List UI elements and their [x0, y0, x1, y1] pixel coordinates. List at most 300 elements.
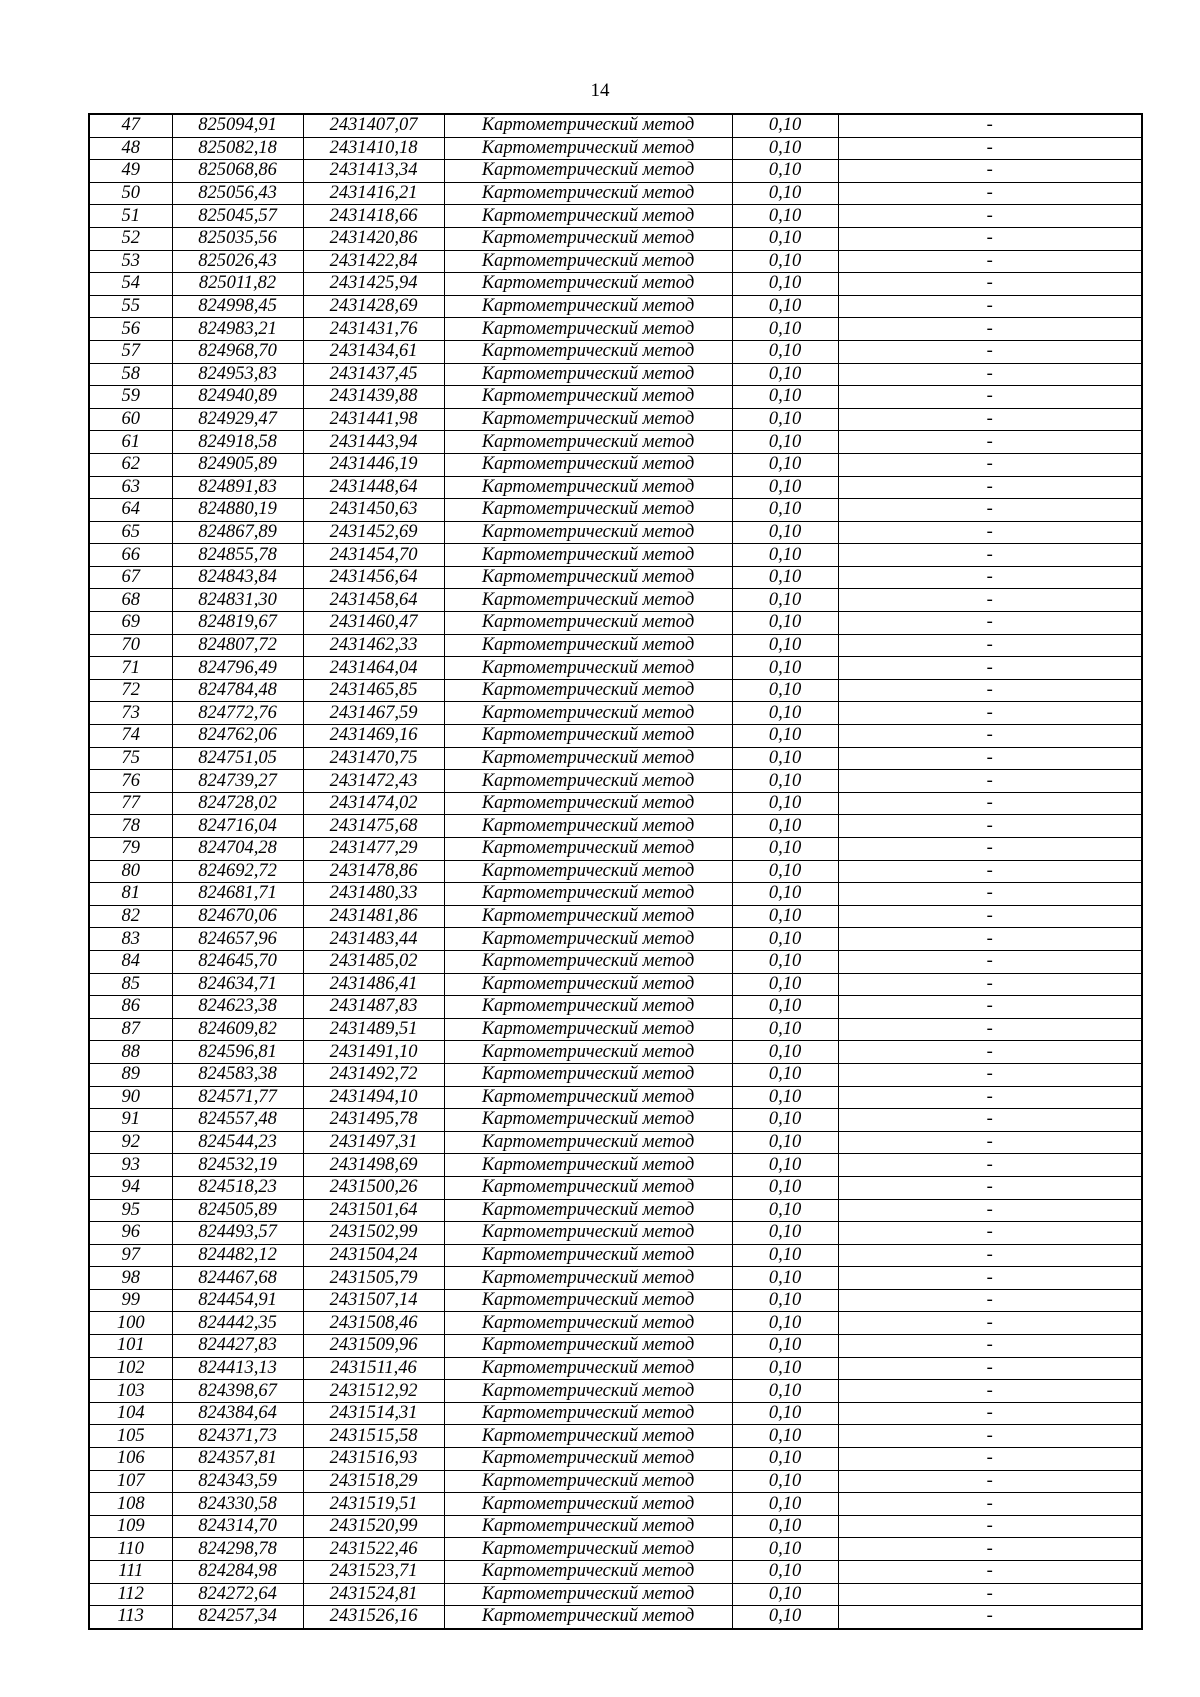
y-coordinate-cell: 2431465,85: [303, 679, 444, 702]
method-cell: Картометрический метод: [444, 453, 732, 476]
y-coordinate-cell: 2431418,66: [303, 205, 444, 228]
x-coordinate-cell: 824819,67: [172, 612, 303, 635]
description-cell: -: [838, 657, 1142, 680]
y-coordinate-cell: 2431526,16: [303, 1606, 444, 1629]
accuracy-cell: 0,10: [732, 295, 838, 318]
description-cell: -: [838, 1561, 1142, 1584]
point-number-cell: 56: [89, 318, 172, 341]
point-number-cell: 80: [89, 860, 172, 883]
x-coordinate-cell: 824751,05: [172, 747, 303, 770]
point-number-cell: 94: [89, 1176, 172, 1199]
y-coordinate-cell: 2431413,34: [303, 160, 444, 183]
method-cell: Картометрический метод: [444, 1583, 732, 1606]
description-cell: -: [838, 408, 1142, 431]
table-row: [89, 838, 1142, 861]
table-row: [89, 1538, 1142, 1561]
x-coordinate-cell: 824716,04: [172, 815, 303, 838]
method-cell: Картометрический метод: [444, 295, 732, 318]
point-number-cell: 54: [89, 273, 172, 296]
accuracy-cell: 0,10: [732, 1199, 838, 1222]
accuracy-cell: 0,10: [732, 273, 838, 296]
coordinates-table-body: [89, 114, 1142, 1629]
accuracy-cell: 0,10: [732, 905, 838, 928]
description-cell: -: [838, 1199, 1142, 1222]
method-cell: Картометрический метод: [444, 1448, 732, 1471]
y-coordinate-cell: 2431434,61: [303, 340, 444, 363]
table-row: [89, 566, 1142, 589]
accuracy-cell: 0,10: [732, 250, 838, 273]
description-cell: -: [838, 1289, 1142, 1312]
accuracy-cell: 0,10: [732, 1538, 838, 1561]
method-cell: Картометрический метод: [444, 476, 732, 499]
table-row: [89, 747, 1142, 770]
point-number-cell: 88: [89, 1041, 172, 1064]
accuracy-cell: 0,10: [732, 566, 838, 589]
point-number-cell: 89: [89, 1063, 172, 1086]
method-cell: Картометрический метод: [444, 1086, 732, 1109]
table-row: [89, 340, 1142, 363]
description-cell: -: [838, 1448, 1142, 1471]
accuracy-cell: 0,10: [732, 1380, 838, 1403]
x-coordinate-cell: 824807,72: [172, 634, 303, 657]
description-cell: -: [838, 770, 1142, 793]
y-coordinate-cell: 2431441,98: [303, 408, 444, 431]
y-coordinate-cell: 2431495,78: [303, 1109, 444, 1132]
x-coordinate-cell: 824583,38: [172, 1063, 303, 1086]
x-coordinate-cell: 824623,38: [172, 996, 303, 1019]
y-coordinate-cell: 2431508,46: [303, 1312, 444, 1335]
x-coordinate-cell: 824953,83: [172, 363, 303, 386]
method-cell: Картометрический метод: [444, 928, 732, 951]
table-row: [89, 227, 1142, 250]
description-cell: -: [838, 950, 1142, 973]
description-cell: -: [838, 250, 1142, 273]
y-coordinate-cell: 2431514,31: [303, 1402, 444, 1425]
method-cell: Картометрический метод: [444, 1357, 732, 1380]
method-cell: Картометрический метод: [444, 792, 732, 815]
table-row: [89, 1063, 1142, 1086]
description-cell: -: [838, 1380, 1142, 1403]
point-number-cell: 67: [89, 566, 172, 589]
accuracy-cell: 0,10: [732, 679, 838, 702]
x-coordinate-cell: 824634,71: [172, 973, 303, 996]
x-coordinate-cell: 825026,43: [172, 250, 303, 273]
description-cell: -: [838, 1402, 1142, 1425]
accuracy-cell: 0,10: [732, 453, 838, 476]
description-cell: -: [838, 1583, 1142, 1606]
table-row: [89, 1109, 1142, 1132]
y-coordinate-cell: 2431492,72: [303, 1063, 444, 1086]
description-cell: -: [838, 340, 1142, 363]
x-coordinate-cell: 824905,89: [172, 453, 303, 476]
method-cell: Картометрический метод: [444, 860, 732, 883]
accuracy-cell: 0,10: [732, 725, 838, 748]
accuracy-cell: 0,10: [732, 114, 838, 137]
x-coordinate-cell: 824314,70: [172, 1515, 303, 1538]
method-cell: Картометрический метод: [444, 1244, 732, 1267]
accuracy-cell: 0,10: [732, 1041, 838, 1064]
accuracy-cell: 0,10: [732, 205, 838, 228]
point-number-cell: 53: [89, 250, 172, 273]
method-cell: Картометрический метод: [444, 996, 732, 1019]
accuracy-cell: 0,10: [732, 928, 838, 951]
method-cell: Картометрический метод: [444, 679, 732, 702]
accuracy-cell: 0,10: [732, 589, 838, 612]
y-coordinate-cell: 2431456,64: [303, 566, 444, 589]
y-coordinate-cell: 2431407,07: [303, 114, 444, 137]
method-cell: Картометрический метод: [444, 521, 732, 544]
method-cell: Картометрический метод: [444, 905, 732, 928]
point-number-cell: 84: [89, 950, 172, 973]
table-row: [89, 1380, 1142, 1403]
method-cell: Картометрический метод: [444, 273, 732, 296]
method-cell: Картометрический метод: [444, 1199, 732, 1222]
point-number-cell: 102: [89, 1357, 172, 1380]
accuracy-cell: 0,10: [732, 1335, 838, 1358]
x-coordinate-cell: 825068,86: [172, 160, 303, 183]
x-coordinate-cell: 824557,48: [172, 1109, 303, 1132]
table-row: [89, 499, 1142, 522]
description-cell: -: [838, 725, 1142, 748]
point-number-cell: 112: [89, 1583, 172, 1606]
point-number-cell: 100: [89, 1312, 172, 1335]
method-cell: Картометрический метод: [444, 657, 732, 680]
method-cell: Картометрический метод: [444, 1606, 732, 1629]
point-number-cell: 81: [89, 883, 172, 906]
point-number-cell: 58: [89, 363, 172, 386]
table-row: [89, 1176, 1142, 1199]
description-cell: -: [838, 1086, 1142, 1109]
table-row: [89, 544, 1142, 567]
table-row: [89, 1086, 1142, 1109]
x-coordinate-cell: 824384,64: [172, 1402, 303, 1425]
page-number: 14: [590, 80, 610, 101]
y-coordinate-cell: 2431494,10: [303, 1086, 444, 1109]
accuracy-cell: 0,10: [732, 476, 838, 499]
accuracy-cell: 0,10: [732, 1086, 838, 1109]
x-coordinate-cell: 824998,45: [172, 295, 303, 318]
accuracy-cell: 0,10: [732, 634, 838, 657]
y-coordinate-cell: 2431452,69: [303, 521, 444, 544]
description-cell: -: [838, 996, 1142, 1019]
point-number-cell: 75: [89, 747, 172, 770]
method-cell: Картометрический метод: [444, 499, 732, 522]
method-cell: Картометрический метод: [444, 1289, 732, 1312]
accuracy-cell: 0,10: [732, 521, 838, 544]
y-coordinate-cell: 2431505,79: [303, 1267, 444, 1290]
table-row: [89, 205, 1142, 228]
point-number-cell: 90: [89, 1086, 172, 1109]
point-number-cell: 96: [89, 1222, 172, 1245]
method-cell: Картометрический метод: [444, 747, 732, 770]
description-cell: -: [838, 815, 1142, 838]
accuracy-cell: 0,10: [732, 1402, 838, 1425]
x-coordinate-cell: 824796,49: [172, 657, 303, 680]
table-row: [89, 657, 1142, 680]
method-cell: Картометрический метод: [444, 1312, 732, 1335]
x-coordinate-cell: 824596,81: [172, 1041, 303, 1064]
table-row: [89, 1606, 1142, 1629]
method-cell: Картометрический метод: [444, 1267, 732, 1290]
accuracy-cell: 0,10: [732, 1606, 838, 1629]
method-cell: Картометрический метод: [444, 1131, 732, 1154]
point-number-cell: 71: [89, 657, 172, 680]
table-row: [89, 408, 1142, 431]
x-coordinate-cell: 825045,57: [172, 205, 303, 228]
x-coordinate-cell: 824544,23: [172, 1131, 303, 1154]
y-coordinate-cell: 2431450,63: [303, 499, 444, 522]
point-number-cell: 87: [89, 1018, 172, 1041]
description-cell: -: [838, 634, 1142, 657]
table-row: [89, 1244, 1142, 1267]
accuracy-cell: 0,10: [732, 408, 838, 431]
y-coordinate-cell: 2431504,24: [303, 1244, 444, 1267]
x-coordinate-cell: 824880,19: [172, 499, 303, 522]
y-coordinate-cell: 2431491,10: [303, 1041, 444, 1064]
point-number-cell: 60: [89, 408, 172, 431]
y-coordinate-cell: 2431485,02: [303, 950, 444, 973]
description-cell: -: [838, 1154, 1142, 1177]
description-cell: -: [838, 1606, 1142, 1629]
method-cell: Картометрический метод: [444, 1561, 732, 1584]
y-coordinate-cell: 2431509,96: [303, 1335, 444, 1358]
table-row: [89, 521, 1142, 544]
y-coordinate-cell: 2431522,46: [303, 1538, 444, 1561]
x-coordinate-cell: 825082,18: [172, 137, 303, 160]
x-coordinate-cell: 824257,34: [172, 1606, 303, 1629]
table-row: [89, 815, 1142, 838]
description-cell: -: [838, 883, 1142, 906]
point-number-cell: 108: [89, 1493, 172, 1516]
method-cell: Картометрический метод: [444, 544, 732, 567]
x-coordinate-cell: 824284,98: [172, 1561, 303, 1584]
point-number-cell: 52: [89, 227, 172, 250]
table-row: [89, 1357, 1142, 1380]
y-coordinate-cell: 2431439,88: [303, 386, 444, 409]
x-coordinate-cell: 824772,76: [172, 702, 303, 725]
point-number-cell: 77: [89, 792, 172, 815]
table-row: [89, 1018, 1142, 1041]
description-cell: -: [838, 973, 1142, 996]
table-row: [89, 1199, 1142, 1222]
x-coordinate-cell: 824442,35: [172, 1312, 303, 1335]
accuracy-cell: 0,10: [732, 1448, 838, 1471]
description-cell: -: [838, 431, 1142, 454]
accuracy-cell: 0,10: [732, 1561, 838, 1584]
table-row: [89, 792, 1142, 815]
accuracy-cell: 0,10: [732, 386, 838, 409]
accuracy-cell: 0,10: [732, 227, 838, 250]
point-number-cell: 73: [89, 702, 172, 725]
point-number-cell: 98: [89, 1267, 172, 1290]
description-cell: -: [838, 1222, 1142, 1245]
x-coordinate-cell: 824867,89: [172, 521, 303, 544]
x-coordinate-cell: 824482,12: [172, 1244, 303, 1267]
point-number-cell: 63: [89, 476, 172, 499]
point-number-cell: 107: [89, 1470, 172, 1493]
table-row: [89, 725, 1142, 748]
method-cell: Картометрический метод: [444, 182, 732, 205]
point-number-cell: 47: [89, 114, 172, 137]
y-coordinate-cell: 2431519,51: [303, 1493, 444, 1516]
point-number-cell: 78: [89, 815, 172, 838]
table-row: [89, 160, 1142, 183]
table-row: [89, 453, 1142, 476]
description-cell: -: [838, 928, 1142, 951]
accuracy-cell: 0,10: [732, 950, 838, 973]
method-cell: Картометрический метод: [444, 702, 732, 725]
x-coordinate-cell: 824571,77: [172, 1086, 303, 1109]
description-cell: -: [838, 1176, 1142, 1199]
accuracy-cell: 0,10: [732, 657, 838, 680]
accuracy-cell: 0,10: [732, 1154, 838, 1177]
method-cell: Картометрический метод: [444, 1335, 732, 1358]
method-cell: Картометрический метод: [444, 770, 732, 793]
table-row: [89, 1041, 1142, 1064]
table-row: [89, 1493, 1142, 1516]
description-cell: -: [838, 1267, 1142, 1290]
point-number-cell: 76: [89, 770, 172, 793]
table-row: [89, 476, 1142, 499]
method-cell: Картометрический метод: [444, 883, 732, 906]
description-cell: -: [838, 612, 1142, 635]
table-row: [89, 905, 1142, 928]
table-row: [89, 1267, 1142, 1290]
y-coordinate-cell: 2431515,58: [303, 1425, 444, 1448]
table-row: [89, 1154, 1142, 1177]
accuracy-cell: 0,10: [732, 1583, 838, 1606]
point-number-cell: 64: [89, 499, 172, 522]
point-number-cell: 101: [89, 1335, 172, 1358]
table-row: [89, 860, 1142, 883]
y-coordinate-cell: 2431512,92: [303, 1380, 444, 1403]
description-cell: -: [838, 1018, 1142, 1041]
description-cell: -: [838, 521, 1142, 544]
y-coordinate-cell: 2431437,45: [303, 363, 444, 386]
point-number-cell: 69: [89, 612, 172, 635]
description-cell: -: [838, 227, 1142, 250]
x-coordinate-cell: 824704,28: [172, 838, 303, 861]
table-row: [89, 589, 1142, 612]
x-coordinate-cell: 825011,82: [172, 273, 303, 296]
y-coordinate-cell: 2431431,76: [303, 318, 444, 341]
accuracy-cell: 0,10: [732, 883, 838, 906]
accuracy-cell: 0,10: [732, 431, 838, 454]
point-number-cell: 105: [89, 1425, 172, 1448]
x-coordinate-cell: 824427,83: [172, 1335, 303, 1358]
description-cell: -: [838, 273, 1142, 296]
method-cell: Картометрический метод: [444, 1109, 732, 1132]
description-cell: -: [838, 1538, 1142, 1561]
accuracy-cell: 0,10: [732, 544, 838, 567]
accuracy-cell: 0,10: [732, 860, 838, 883]
x-coordinate-cell: 824670,06: [172, 905, 303, 928]
table-row: [89, 386, 1142, 409]
y-coordinate-cell: 2431483,44: [303, 928, 444, 951]
point-number-cell: 99: [89, 1289, 172, 1312]
y-coordinate-cell: 2431518,29: [303, 1470, 444, 1493]
table-row: [89, 883, 1142, 906]
y-coordinate-cell: 2431475,68: [303, 815, 444, 838]
point-number-cell: 65: [89, 521, 172, 544]
method-cell: Картометрический метод: [444, 1493, 732, 1516]
x-coordinate-cell: 824645,70: [172, 950, 303, 973]
description-cell: -: [838, 1312, 1142, 1335]
x-coordinate-cell: 824968,70: [172, 340, 303, 363]
table-row: [89, 1289, 1142, 1312]
y-coordinate-cell: 2431425,94: [303, 273, 444, 296]
description-cell: -: [838, 1357, 1142, 1380]
y-coordinate-cell: 2431470,75: [303, 747, 444, 770]
x-coordinate-cell: 824843,84: [172, 566, 303, 589]
method-cell: Картометрический метод: [444, 950, 732, 973]
y-coordinate-cell: 2431511,46: [303, 1357, 444, 1380]
description-cell: -: [838, 137, 1142, 160]
x-coordinate-cell: 824398,67: [172, 1380, 303, 1403]
description-cell: -: [838, 1470, 1142, 1493]
accuracy-cell: 0,10: [732, 1515, 838, 1538]
description-cell: -: [838, 453, 1142, 476]
y-coordinate-cell: 2431469,16: [303, 725, 444, 748]
method-cell: Картометрический метод: [444, 589, 732, 612]
y-coordinate-cell: 2431498,69: [303, 1154, 444, 1177]
x-coordinate-cell: 825094,91: [172, 114, 303, 137]
accuracy-cell: 0,10: [732, 1244, 838, 1267]
point-number-cell: 86: [89, 996, 172, 1019]
accuracy-cell: 0,10: [732, 363, 838, 386]
y-coordinate-cell: 2431489,51: [303, 1018, 444, 1041]
method-cell: Картометрический метод: [444, 1018, 732, 1041]
description-cell: -: [838, 114, 1142, 137]
table-row: [89, 1583, 1142, 1606]
method-cell: Картометрический метод: [444, 386, 732, 409]
method-cell: Картометрический метод: [444, 1515, 732, 1538]
description-cell: -: [838, 182, 1142, 205]
accuracy-cell: 0,10: [732, 1357, 838, 1380]
y-coordinate-cell: 2431481,86: [303, 905, 444, 928]
y-coordinate-cell: 2431477,29: [303, 838, 444, 861]
x-coordinate-cell: 824609,82: [172, 1018, 303, 1041]
table-row: [89, 1312, 1142, 1335]
x-coordinate-cell: 824371,73: [172, 1425, 303, 1448]
point-number-cell: 106: [89, 1448, 172, 1471]
y-coordinate-cell: 2431523,71: [303, 1561, 444, 1584]
x-coordinate-cell: 824940,89: [172, 386, 303, 409]
accuracy-cell: 0,10: [732, 1312, 838, 1335]
accuracy-cell: 0,10: [732, 792, 838, 815]
x-coordinate-cell: 824413,13: [172, 1357, 303, 1380]
y-coordinate-cell: 2431501,64: [303, 1199, 444, 1222]
point-number-cell: 109: [89, 1515, 172, 1538]
y-coordinate-cell: 2431428,69: [303, 295, 444, 318]
description-cell: -: [838, 838, 1142, 861]
y-coordinate-cell: 2431497,31: [303, 1131, 444, 1154]
accuracy-cell: 0,10: [732, 1289, 838, 1312]
accuracy-cell: 0,10: [732, 160, 838, 183]
y-coordinate-cell: 2431410,18: [303, 137, 444, 160]
method-cell: Картометрический метод: [444, 1063, 732, 1086]
x-coordinate-cell: 824891,83: [172, 476, 303, 499]
method-cell: Картометрический метод: [444, 1222, 732, 1245]
table-row: [89, 973, 1142, 996]
accuracy-cell: 0,10: [732, 815, 838, 838]
method-cell: Картометрический метод: [444, 431, 732, 454]
y-coordinate-cell: 2431480,33: [303, 883, 444, 906]
method-cell: Картометрический метод: [444, 137, 732, 160]
point-number-cell: 59: [89, 386, 172, 409]
method-cell: Картометрический метод: [444, 1538, 732, 1561]
accuracy-cell: 0,10: [732, 340, 838, 363]
